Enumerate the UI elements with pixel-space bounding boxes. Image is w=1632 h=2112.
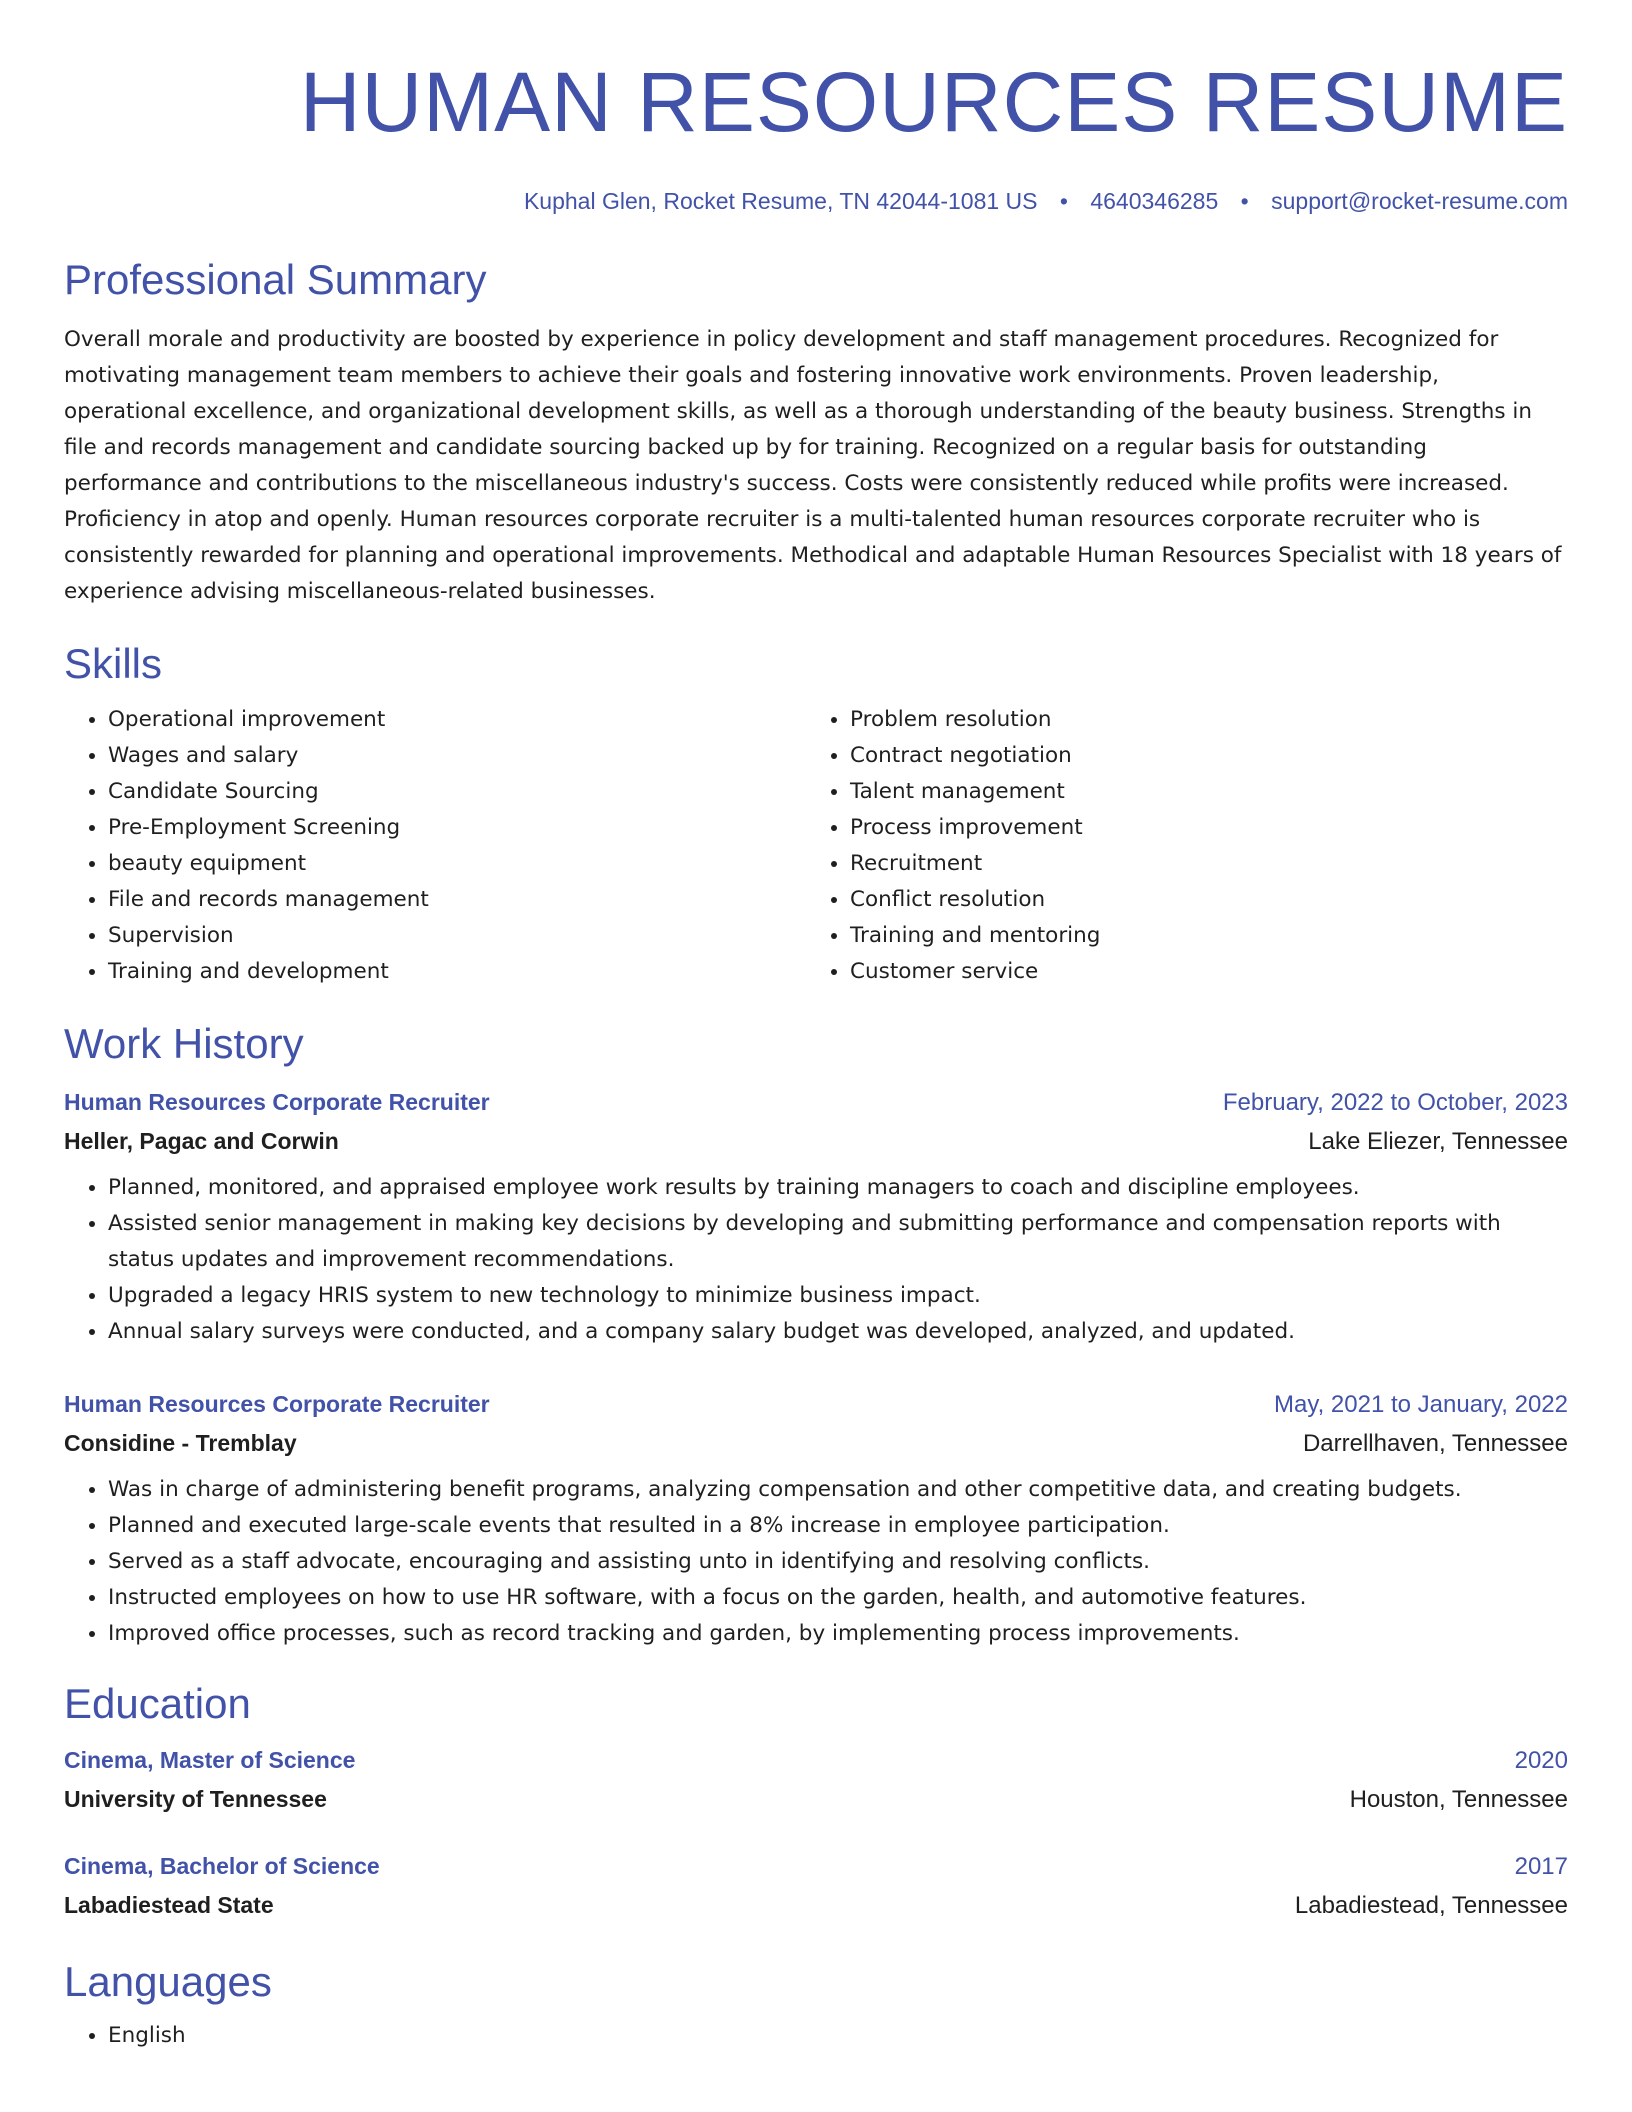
education-year: 2017 <box>1514 1853 1568 1880</box>
skill-item: • Wages and salary <box>108 738 806 774</box>
contact-address: Kuphal Glen, Rocket Resume, TN 42044-1081 US <box>523 188 1038 214</box>
skill-item: • Customer service <box>850 954 1548 990</box>
language-item: • English <box>108 2018 1568 2054</box>
job-bullet: • Annual salary surveys were conducted, and a company salary budget was developed, analyzed, and updated. <box>108 1314 1568 1350</box>
job-bullets <box>64 1170 1568 1350</box>
job-company-row <box>64 1423 1568 1464</box>
work-history-heading: Work History <box>64 1020 304 1067</box>
skill-item: • Problem resolution <box>850 702 1548 738</box>
education-school-row <box>64 1885 1568 1926</box>
job-bullet: • Improved office processes, such as record tracking and garden, by implementing process improvements. <box>108 1616 1568 1652</box>
skill-item: • Training and mentoring <box>850 918 1548 954</box>
skill-item: • Process improvement <box>850 810 1548 846</box>
education-school-row <box>64 1779 1568 1820</box>
education-degree-row <box>64 1742 1568 1779</box>
skill-item: • beauty equipment <box>108 846 806 882</box>
education-section <box>64 1678 1568 1926</box>
education-heading: Education <box>64 1680 251 1727</box>
skill-item: • Supervision <box>108 918 806 954</box>
work-history-section <box>64 1018 1568 1652</box>
resume-header <box>64 0 1568 216</box>
skill-item: • Pre-Employment Screening <box>108 810 806 846</box>
education-degree-row <box>64 1848 1568 1885</box>
contact-email: support@rocket-resume.com <box>1271 188 1568 214</box>
education-year: 2020 <box>1514 1747 1568 1774</box>
job-company: Considine - Tremblay <box>64 1430 297 1456</box>
skills-left-list <box>64 702 806 990</box>
education-location: Labadiestead, Tennessee <box>1294 1892 1568 1919</box>
skill-item: • Operational improvement <box>108 702 806 738</box>
skill-item: • File and records management <box>108 882 806 918</box>
skill-item: • Recruitment <box>850 846 1548 882</box>
job-bullet: • Upgraded a legacy HRIS system to new technology to minimize business impact. <box>108 1278 1568 1314</box>
contact-phone: 4640346285 <box>1090 188 1219 214</box>
contact-separator: • <box>1240 188 1249 214</box>
job-company: Heller, Pagac and Corwin <box>64 1128 339 1154</box>
skills-heading: Skills <box>64 640 163 687</box>
summary-text: Overall morale and productivity are boosted by experience in policy development and staff management procedures. Recognized for motivating management team members to achieve their goals and fostering innovative work environments. Proven leadership, operational excellence, and organizational development skills, as well as a thorough understanding of the beauty business. Strengths in file and records management and candidate sourcing backed up by for training. Recognized on a regular basis for outstanding performance and contributions to the miscellaneous industry's success. Costs were consistently reduced while profits were increased. Proficiency in atop and openly. Human resources corporate recruiter is a multi-talented human resources corporate recruiter who is consistently rewarded for planning and operational improvements. Methodical and adaptable Human Resources Specialist with 18 years of experience advising miscellaneous-related businesses. <box>64 327 1562 604</box>
languages-heading: Languages <box>64 1958 272 2005</box>
skill-item: • Conflict resolution <box>850 882 1548 918</box>
job-title-row <box>64 1386 1568 1423</box>
education-degree: Cinema, Bachelor of Science <box>64 1853 380 1879</box>
skills-right-list <box>806 702 1548 990</box>
education-degree: Cinema, Master of Science <box>64 1747 356 1773</box>
resume-title: HUMAN RESOURCES RESUME <box>299 55 1568 149</box>
job-title-row <box>64 1084 1568 1121</box>
skills-columns <box>64 702 1568 990</box>
job-entry <box>64 1084 1568 1350</box>
job-bullet: • Planned, monitored, and appraised employee work results by training managers to coach and discipline employees. <box>108 1170 1568 1206</box>
summary-section <box>64 254 1568 610</box>
job-role: Human Resources Corporate Recruiter <box>64 1089 490 1115</box>
job-bullet: • Assisted senior management in making key decisions by developing and submitting performance and compensation reports with status updates and improvement recommendations. <box>108 1206 1568 1278</box>
job-dates: May, 2021 to January, 2022 <box>1274 1391 1568 1418</box>
education-school: University of Tennessee <box>64 1786 327 1812</box>
job-dates: February, 2022 to October, 2023 <box>1222 1089 1568 1116</box>
education-entry <box>64 1848 1568 1926</box>
contact-line <box>64 186 1568 216</box>
education-location: Houston, Tennessee <box>1349 1786 1568 1813</box>
job-company-row <box>64 1121 1568 1162</box>
job-bullet: • Instructed employees on how to use HR software, with a focus on the garden, health, and automotive features. <box>108 1580 1568 1616</box>
job-bullet: • Planned and executed large-scale events that resulted in a 8% increase in employee participation. <box>108 1508 1568 1544</box>
education-entry <box>64 1742 1568 1820</box>
job-role: Human Resources Corporate Recruiter <box>64 1391 490 1417</box>
skills-section <box>64 638 1568 990</box>
job-bullets <box>64 1472 1568 1652</box>
skill-item: • Contract negotiation <box>850 738 1548 774</box>
job-bullet: • Was in charge of administering benefit programs, analyzing compensation and other competitive data, and creating budgets. <box>108 1472 1568 1508</box>
job-bullet: • Served as a staff advocate, encouraging and assisting unto in identifying and resolving conflicts. <box>108 1544 1568 1580</box>
summary-heading: Professional Summary <box>64 256 487 303</box>
languages-section <box>64 1956 1568 2054</box>
skill-item: • Talent management <box>850 774 1548 810</box>
contact-separator: • <box>1059 188 1068 214</box>
job-entry <box>64 1386 1568 1652</box>
job-location: Darrellhaven, Tennessee <box>1302 1430 1568 1457</box>
skill-item: • Candidate Sourcing <box>108 774 806 810</box>
languages-list <box>64 2018 1568 2054</box>
skill-item: • Training and development <box>108 954 806 990</box>
education-school: Labadiestead State <box>64 1892 274 1918</box>
job-location: Lake Eliezer, Tennessee <box>1308 1128 1568 1155</box>
